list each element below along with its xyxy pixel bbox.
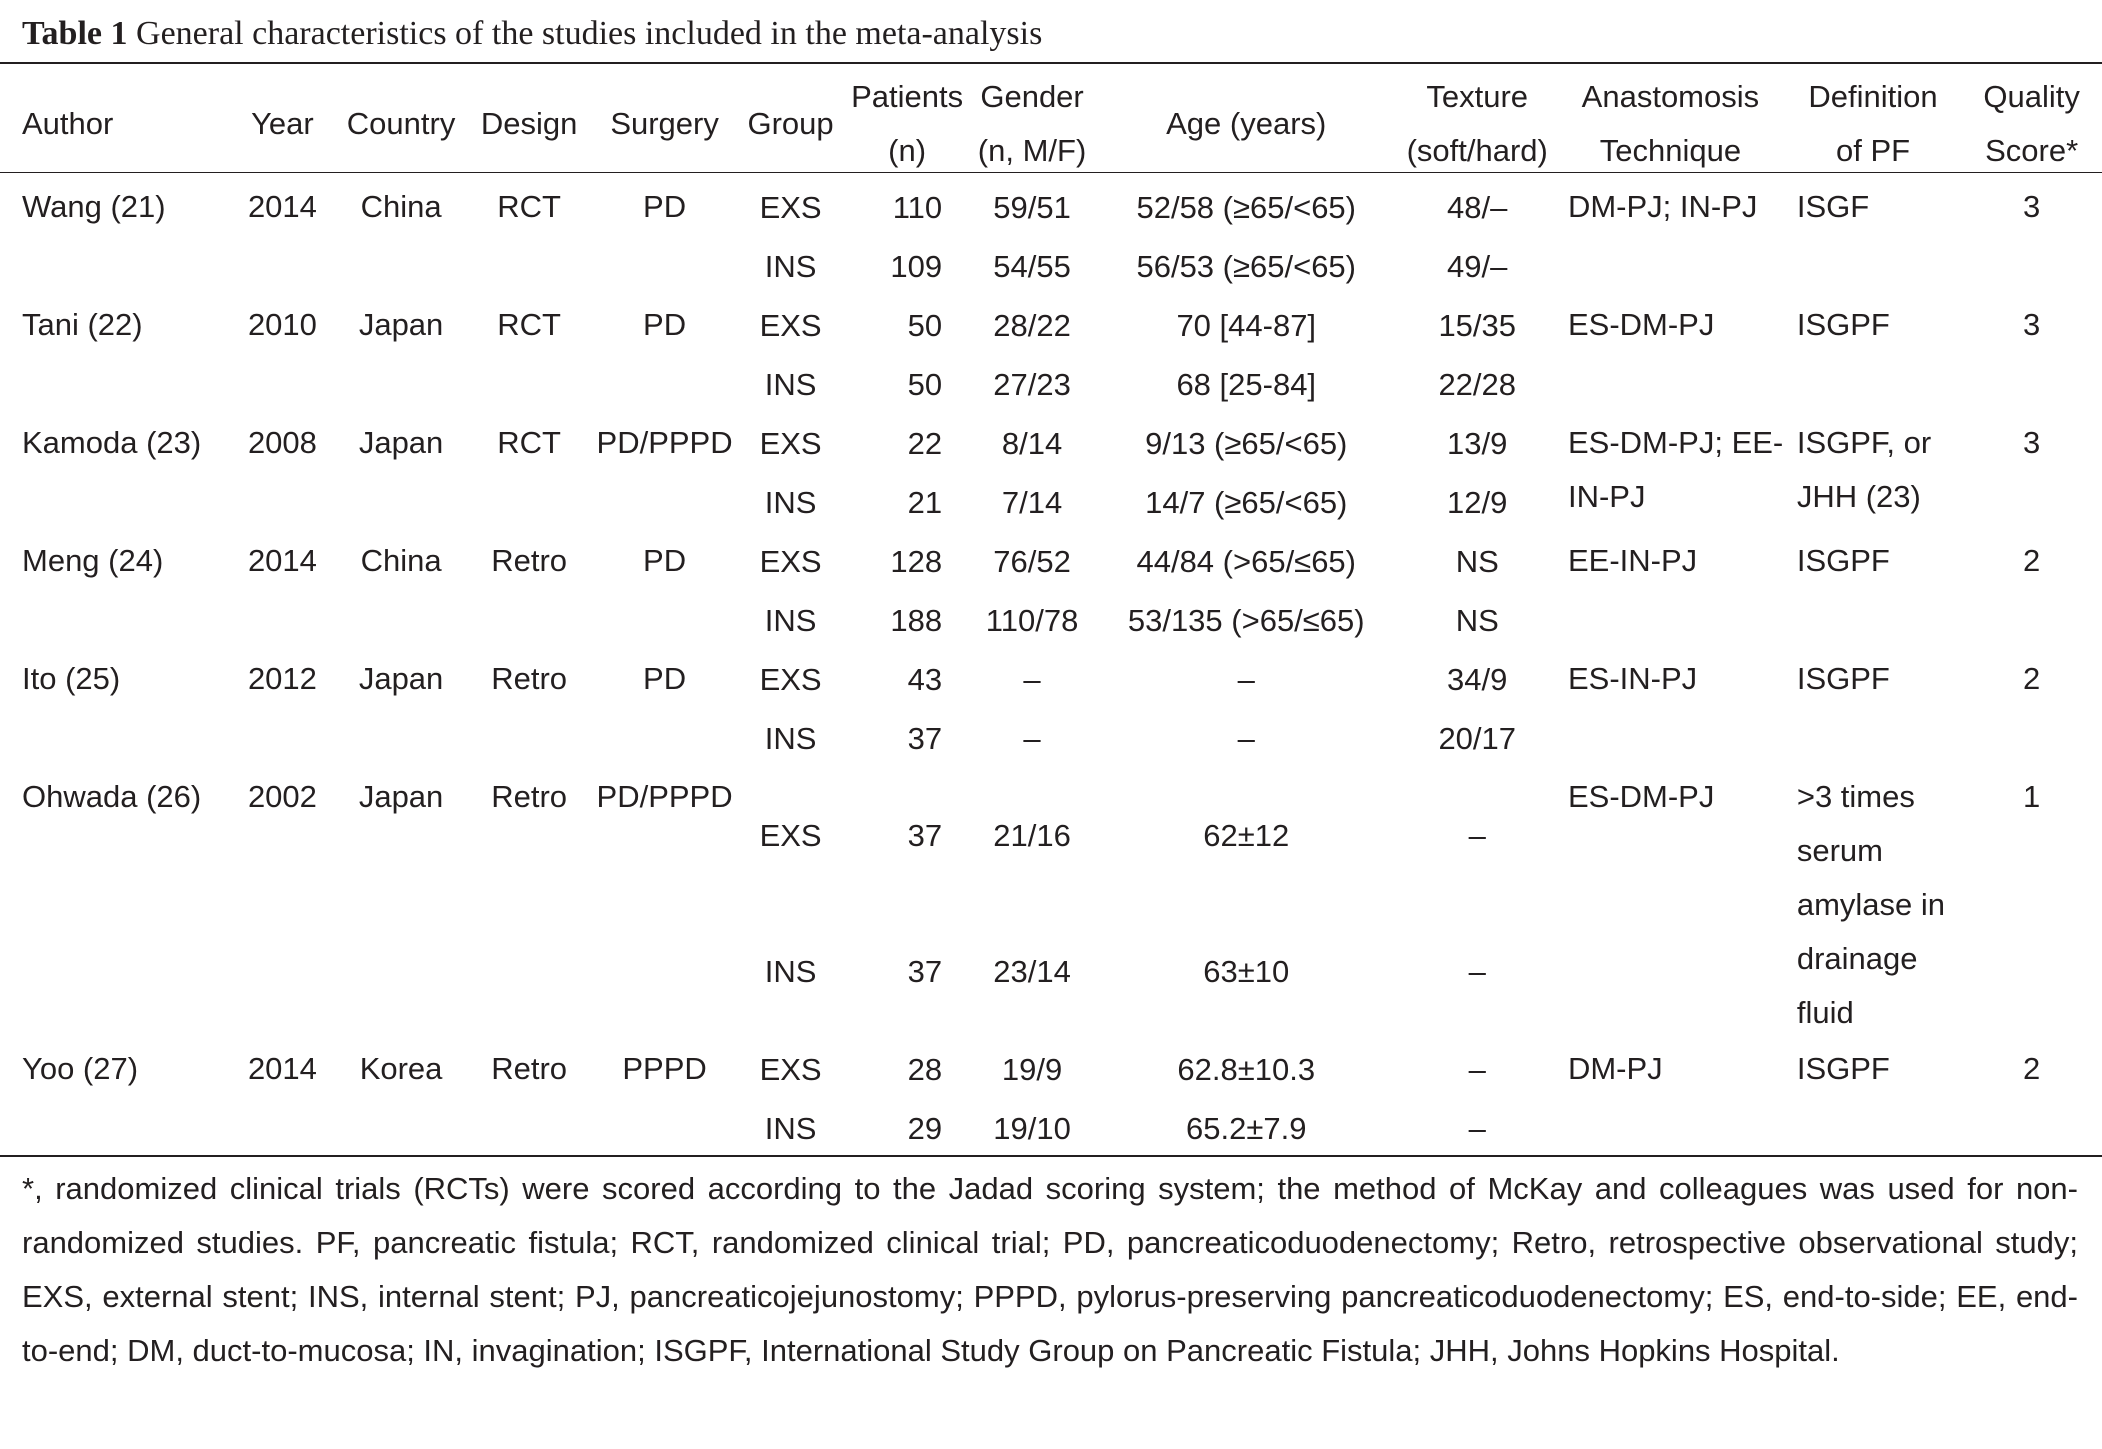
header-country: Country [346,106,456,141]
cell-texture: 22/28 [1438,366,1517,402]
table-row [0,650,2102,709]
cell-group: INS [764,1110,817,1146]
cell-texture: 13/9 [1447,425,1508,461]
cell-gender: 76/52 [993,543,1071,579]
cell-texture: 48/– [1447,189,1508,225]
cell-country: Japan [358,779,444,814]
cell-patients: 37 [907,954,943,989]
cell-patients: 50 [907,307,943,343]
cell-texture: 34/9 [1447,661,1508,697]
cell-patients: 21 [907,484,943,520]
cell-group: EXS [759,543,822,579]
cell-patients: 37 [907,818,943,853]
cell-group: EXS [759,818,822,853]
cell-patients: 28 [907,1051,943,1087]
cell-surgery: PPPD [622,1051,707,1086]
cell-author: Yoo (27) [22,1051,139,1086]
header-author: Author [22,106,114,141]
cell-anastomosis: DM-PJ; IN-PJ [1567,189,1758,224]
cell-author: Wang (21) [22,189,166,224]
header-quality: Quality Score* [1983,79,2080,168]
cell-gender: 21/16 [993,818,1071,853]
cell-age: 68 [25-84] [1176,366,1317,402]
cell-definition: ISGPF, or JHH (23) [1796,425,1932,514]
cell-design: RCT [497,425,561,460]
cell-country: Japan [358,425,444,460]
cell-gender: 19/9 [1001,1051,1063,1087]
cell-group: INS [764,954,817,989]
cell-surgery: PD [643,189,687,224]
header-year: Year [251,106,314,141]
cell-quality: 2 [2022,661,2041,696]
cell-age: 53/135 (>65/≤65) [1127,602,1365,638]
cell-age: 56/53 (≥65/<65) [1136,248,1356,284]
cell-anastomosis: ES-DM-PJ [1567,779,1715,814]
table-row [0,178,2102,237]
cell-year: 2014 [247,1051,317,1086]
cell-age: 14/7 (≥65/<65) [1145,484,1348,520]
cell-group: INS [764,602,817,638]
characteristics-table [0,70,2102,1158]
cell-quality: 1 [2022,779,2041,814]
header-texture: Texture (soft/hard) [1406,79,1548,168]
cell-patients: 128 [890,543,943,579]
cell-age: – [1237,720,1255,756]
cell-texture: 15/35 [1438,307,1517,343]
cell-country: Japan [358,661,444,696]
cell-age: 44/84 (>65/≤65) [1136,543,1356,579]
cell-texture: – [1468,1051,1486,1087]
header-design: Design [480,106,578,141]
cell-group: EXS [759,425,822,461]
cell-definition: ISGPF [1796,543,1890,578]
cell-quality: 2 [2022,1051,2041,1086]
cell-anastomosis: ES-DM-PJ [1567,307,1715,342]
table-footnote: *, randomized clinical trials (RCTs) were scored according to the Jadad scoring system; the method of McKay and colleagues was used for non-randomized studies. PF, pancreatic fistula; RCT, randomized clinical trial; PD, pancreaticoduodenectomy; Retro, retrospective observational study; EXS, external stent; INS, internal stent; PJ, pancreaticojejunostomy; PPPD, pylorus-preserving pancreaticoduodenectomy; ES, end-to-side; EE, end-to-end; DM, duct-to-mucosa; IN, invagination; ISGPF, International Study Group on Pancreatic Fistula; JHH, Johns Hopkins Hospital. [22,1171,2078,1368]
cell-author: Ohwada (26) [22,779,202,814]
cell-patients: 37 [907,720,943,756]
cell-definition: ISGF [1796,189,1870,224]
table-title: General characteristics of the studies included in the meta-analysis [136,15,1043,52]
cell-gender: – [1023,661,1041,697]
cell-group: INS [764,720,817,756]
cell-definition: ISGPF [1796,661,1890,696]
cell-year: 2002 [247,779,317,814]
table-row [0,768,2102,904]
cell-design: Retro [491,1051,568,1086]
cell-quality: 3 [2022,425,2041,460]
cell-author: Ito (25) [22,661,121,696]
bottom-rule [0,1155,2102,1157]
cell-patients: 188 [890,602,943,638]
cell-design: RCT [497,189,561,224]
cell-group: EXS [759,1051,822,1087]
cell-author: Meng (24) [22,543,164,578]
cell-age: 63±10 [1203,954,1290,989]
cell-definition: >3 times serum amylase in drainage fluid [1796,779,1946,1030]
cell-definition: ISGPF [1796,1051,1890,1086]
cell-design: Retro [491,661,568,696]
header-row [0,70,2102,178]
table-body [0,178,2102,1158]
cell-surgery: PD [643,307,687,342]
cell-surgery: PD/PPPD [596,779,733,814]
cell-patients: 22 [907,425,943,461]
cell-author: Kamoda (23) [22,425,202,460]
cell-age: 70 [44-87] [1176,307,1317,343]
cell-anastomosis: ES-DM-PJ; EE-IN-PJ [1567,425,1784,514]
cell-quality: 3 [2022,307,2041,342]
cell-group: EXS [759,307,822,343]
cell-surgery: PD/PPPD [596,425,733,460]
cell-quality: 3 [2022,189,2041,224]
cell-gender: 19/10 [993,1110,1071,1146]
cell-patients: 43 [907,661,943,697]
cell-gender: 59/51 [993,189,1071,225]
cell-country: China [360,543,442,578]
cell-texture: 20/17 [1438,720,1517,756]
cell-age: 62±12 [1203,818,1290,853]
cell-gender: 23/14 [993,954,1071,989]
cell-texture: – [1468,954,1486,989]
cell-design: Retro [491,543,568,578]
cell-anastomosis: ES-IN-PJ [1567,661,1698,696]
cell-year: 2012 [247,661,317,696]
cell-texture: NS [1455,602,1499,638]
cell-age: 9/13 (≥65/<65) [1145,425,1348,461]
cell-anastomosis: DM-PJ [1567,1051,1663,1086]
cell-gender: 54/55 [993,248,1071,284]
cell-texture: 49/– [1447,248,1508,284]
cell-group: INS [764,248,817,284]
cell-gender: 110/78 [985,602,1079,638]
cell-design: RCT [497,307,561,342]
cell-patients: 110 [892,189,943,225]
cell-surgery: PD [643,543,687,578]
cell-texture: – [1468,1110,1486,1146]
cell-quality: 2 [2022,543,2041,578]
cell-age: 65.2±7.9 [1186,1110,1307,1146]
cell-gender: – [1023,720,1041,756]
table-row [0,1040,2102,1099]
cell-age: – [1237,661,1255,697]
header-definition: Definition of PF [1808,79,1938,168]
cell-design: Retro [491,779,568,814]
cell-patients: 50 [907,366,943,402]
header-gender: Gender (n, M/F) [977,79,1087,168]
cell-gender: 28/22 [993,307,1071,343]
cell-patients: 29 [907,1110,943,1146]
top-rule [0,62,2102,64]
cell-definition: ISGPF [1796,307,1890,342]
cell-texture: 12/9 [1447,484,1508,520]
header-surgery: Surgery [610,106,719,141]
header-anastomosis: Anastomosis Technique [1581,79,1760,168]
cell-texture: NS [1455,543,1499,579]
header-patients: Patients (n) [851,79,964,168]
cell-surgery: PD [643,661,687,696]
cell-gender: 8/14 [1001,425,1063,461]
table-row [0,532,2102,591]
cell-anastomosis: EE-IN-PJ [1567,543,1698,578]
table-row [0,296,2102,355]
cell-group: EXS [759,661,822,697]
cell-year: 2014 [247,543,317,578]
cell-age: 62.8±10.3 [1177,1051,1316,1087]
table-caption [22,10,1042,58]
cell-group: INS [764,484,817,520]
cell-author: Tani (22) [22,307,143,342]
cell-country: China [360,189,442,224]
table-row [0,414,2102,473]
cell-group: EXS [759,189,822,225]
table-label: Table 1 [22,15,128,52]
cell-gender: 7/14 [1001,484,1063,520]
cell-gender: 27/23 [993,366,1071,402]
header-group: Group [747,106,834,141]
cell-country: Japan [358,307,444,342]
cell-country: Korea [359,1051,443,1086]
cell-year: 2014 [247,189,317,224]
header-age: Age (years) [1166,106,1327,141]
cell-group: INS [764,366,817,402]
cell-texture: – [1468,818,1486,853]
cell-year: 2010 [247,307,317,342]
header-rule [0,172,2102,173]
cell-age: 52/58 (≥65/<65) [1136,189,1356,225]
cell-patients: 109 [890,248,943,284]
cell-year: 2008 [247,425,317,460]
